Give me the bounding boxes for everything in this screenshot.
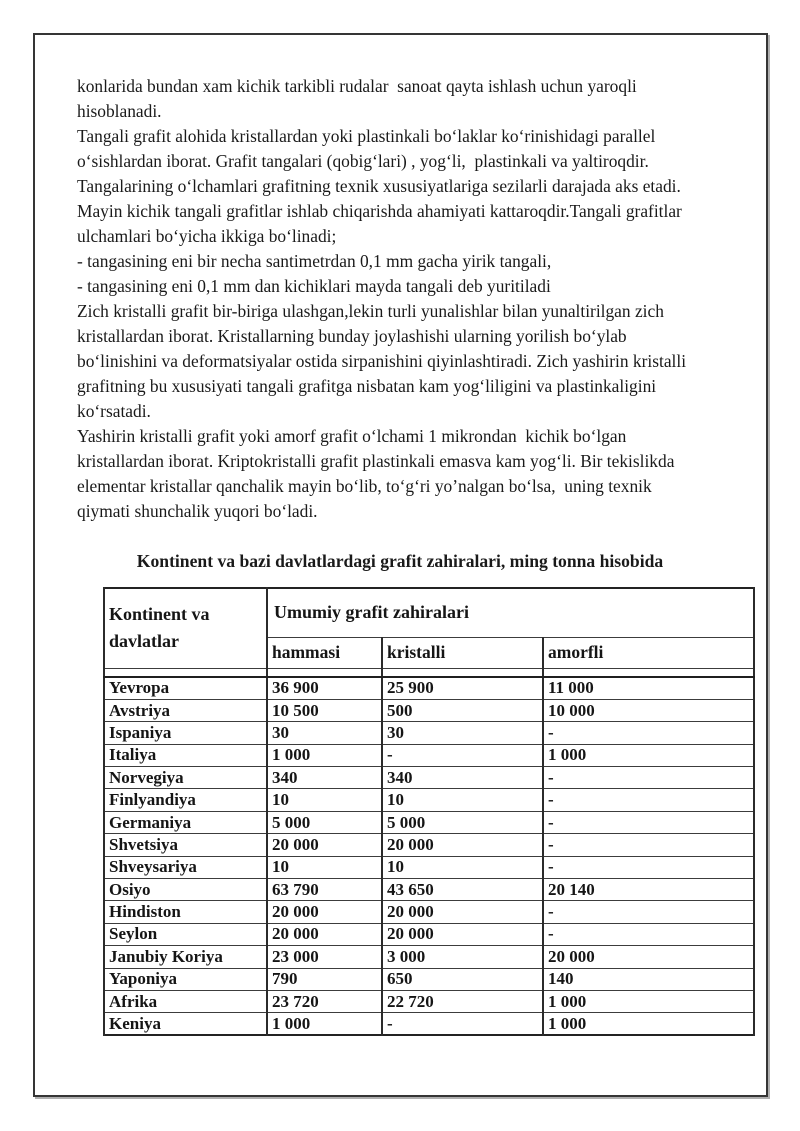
table-row [104, 677, 754, 699]
table-row [104, 699, 754, 721]
table-row [104, 856, 754, 878]
table-row [104, 767, 754, 789]
body-text-block [77, 74, 749, 524]
value-cell: 30 [382, 722, 543, 744]
value-cell: 1 000 [267, 744, 382, 766]
value-cell: 11 000 [543, 677, 754, 699]
body-text-line: Tangali grafit alohida kristallardan yoki plastinkali bo‘laklar ko‘rinishidagi parallel [77, 126, 656, 146]
value-cell: 5 000 [382, 811, 543, 833]
value-cell: 20 000 [267, 923, 382, 945]
value-cell: 340 [267, 767, 382, 789]
value-cell: 23 000 [267, 946, 382, 968]
body-text-line: ko‘rsatadi. [77, 401, 151, 421]
row-label-cell: Shveysariya [104, 856, 267, 878]
spacer-cell [382, 668, 543, 677]
body-text-line: - tangasining eni bir necha santimetrdan 0,1 mm gacha yirik tangali, [77, 251, 552, 271]
body-text-line: Mayin kichik tangali grafitlar ishlab chiqarishda ahamiyati kattaroqdir.Tangali grafitlar [77, 201, 682, 221]
value-cell: 140 [543, 968, 754, 990]
value-cell: 20 000 [382, 901, 543, 923]
body-text-line: hisoblanadi. [77, 101, 162, 121]
row-label-cell: Keniya [104, 1013, 267, 1035]
header-cell-hammasi: hammasi [267, 637, 382, 668]
spacer-cell [104, 668, 267, 677]
row-label-cell: Germaniya [104, 811, 267, 833]
value-cell: 10 [382, 856, 543, 878]
value-cell: 20 000 [267, 901, 382, 923]
header-cell-kristalli: kristalli [382, 637, 543, 668]
graphite-reserves-table [103, 587, 755, 1036]
row-label-cell: Norvegiya [104, 767, 267, 789]
value-cell: 340 [382, 767, 543, 789]
value-cell: 20 000 [543, 946, 754, 968]
table-row [104, 1013, 754, 1035]
value-cell: 5 000 [267, 811, 382, 833]
body-text-line: ulchamlari bo‘yicha ikkiga bo‘linadi; [77, 226, 337, 246]
table-row [104, 968, 754, 990]
value-cell: 20 140 [543, 879, 754, 901]
value-cell: 20 000 [382, 923, 543, 945]
header-cell-kontinent-va-davlatlar: Kontinent va davlatlar [104, 588, 267, 668]
table-row [104, 923, 754, 945]
value-cell: - [382, 744, 543, 766]
spacer-cell [543, 668, 754, 677]
body-text-line: Yashirin kristalli grafit yoki amorf grafit o‘lchami 1 mikrondan kichik bo‘lgan [77, 426, 627, 446]
value-cell: 1 000 [267, 1013, 382, 1035]
row-label-cell: Italiya [104, 744, 267, 766]
row-label-cell: Avstriya [104, 699, 267, 721]
table-row [104, 901, 754, 923]
table-title: Kontinent va bazi davlatlardagi grafit zahiralari, ming tonna hisobida [136, 551, 664, 571]
value-cell: 22 720 [382, 990, 543, 1012]
value-cell: 25 900 [382, 677, 543, 699]
row-label-cell: Yaponiya [104, 968, 267, 990]
value-cell: 30 [267, 722, 382, 744]
value-cell: - [543, 767, 754, 789]
body-text-line: Tangalarining o‘lchamlari grafitning texnik xususiyatlariga sezilarli darajada aks etadi. [77, 176, 681, 196]
value-cell: 63 790 [267, 879, 382, 901]
value-cell: 1 000 [543, 1013, 754, 1035]
value-cell: - [543, 789, 754, 811]
body-text-line: qiymati shunchalik yuqori bo‘ladi. [77, 501, 318, 521]
value-cell: 20 000 [267, 834, 382, 856]
table-row [104, 722, 754, 744]
row-label-cell: Yevropa [104, 677, 267, 699]
body-text-line: konlarida bundan xam kichik tarkibli rudalar sanoat qayta ishlash uchun yaroqli [77, 76, 637, 96]
value-cell: - [543, 811, 754, 833]
value-cell: 1 000 [543, 744, 754, 766]
value-cell: 23 720 [267, 990, 382, 1012]
row-label-cell: Hindiston [104, 901, 267, 923]
table-spacer-row [104, 668, 754, 677]
value-cell: 43 650 [382, 879, 543, 901]
value-cell: - [543, 856, 754, 878]
value-cell: 650 [382, 968, 543, 990]
value-cell: - [382, 1013, 543, 1035]
row-label-cell: Shvetsiya [104, 834, 267, 856]
value-cell: 20 000 [382, 834, 543, 856]
value-cell: 10 [267, 856, 382, 878]
value-cell: - [543, 834, 754, 856]
table-row [104, 946, 754, 968]
value-cell: 790 [267, 968, 382, 990]
table-row [104, 990, 754, 1012]
value-cell: 10 000 [543, 699, 754, 721]
row-label-cell: Janubiy Koriya [104, 946, 267, 968]
table-row [104, 744, 754, 766]
header-cell-amorfli: amorfli [543, 637, 754, 668]
row-label-cell: Osiyo [104, 879, 267, 901]
body-text-line: Zich kristalli grafit bir-biriga ulashgan,lekin turli yunalishlar bilan yunaltirilgan zich [77, 301, 664, 321]
value-cell: 10 [267, 789, 382, 811]
value-cell: - [543, 901, 754, 923]
body-text-line: kristallardan iborat. Kristallarning bunday joylashishi ularning yorilish bo‘ylab [77, 326, 627, 346]
table-header-row [104, 588, 754, 637]
spacer-cell [267, 668, 382, 677]
value-cell: 36 900 [267, 677, 382, 699]
value-cell: 10 [382, 789, 543, 811]
body-text-line: grafitning bu xususiyati tangali grafitga nisbatan kam yog‘liligini va plastinkaligini [77, 376, 657, 396]
value-cell: - [543, 722, 754, 744]
table-row [104, 811, 754, 833]
table-row [104, 879, 754, 901]
table-row [104, 834, 754, 856]
value-cell: 10 500 [267, 699, 382, 721]
body-text-line: bo‘linishini va deformatsiyalar ostida sirpanishini qiyinlashtiradi. Zich yashirin kristalli [77, 351, 687, 371]
value-cell: 1 000 [543, 990, 754, 1012]
row-label-cell: Afrika [104, 990, 267, 1012]
row-label-cell: Ispaniya [104, 722, 267, 744]
value-cell: 3 000 [382, 946, 543, 968]
value-cell: 500 [382, 699, 543, 721]
body-text-line: o‘sishlardan iborat. Grafit tangalari (qobig‘lari) , yog‘li, plastinkali va yaltiroqdir. [77, 151, 649, 171]
row-label-cell: Seylon [104, 923, 267, 945]
body-text-line: kristallardan iborat. Kriptokristalli grafit plastinkali emasva kam yog‘li. Bir tekislikda [77, 451, 675, 471]
table-row [104, 789, 754, 811]
header-cell-umumiy-grafit-zahiralari: Umumiy grafit zahiralari [267, 588, 754, 637]
row-label-cell: Finlyandiya [104, 789, 267, 811]
body-text-line: elementar kristallar qanchalik mayin bo‘lib, to‘g‘ri yo’nalgan bo‘lsa, uning texnik [77, 476, 652, 496]
value-cell: - [543, 923, 754, 945]
body-text-line: - tangasining eni 0,1 mm dan kichiklari mayda tangali deb yuritiladi [77, 276, 551, 296]
